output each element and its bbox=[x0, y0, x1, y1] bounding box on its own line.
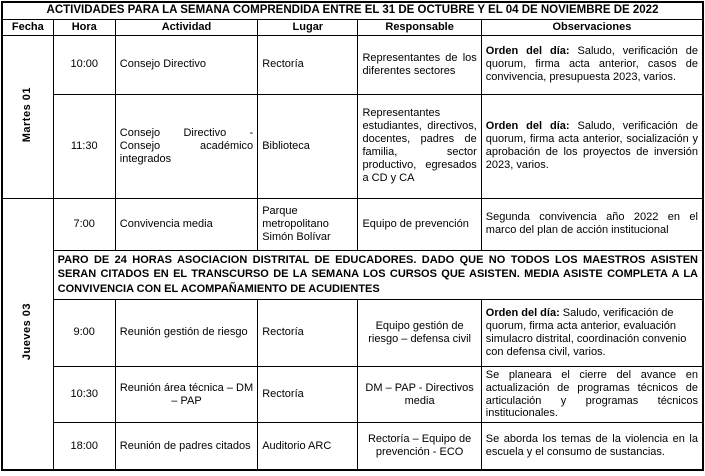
cell-observaciones bbox=[481, 35, 703, 94]
table-title: ACTIVIDADES PARA LA SEMANA COMPRENDIDA ENTRE EL 31 DE OCTUBRE Y EL 04 DE NOVIEMBRE DE 2022 bbox=[2, 2, 703, 19]
table-row bbox=[2, 35, 703, 94]
obs-bold-prefix: Orden del día: bbox=[485, 306, 560, 319]
col-header-actividad: Actividad bbox=[115, 19, 257, 35]
cell-hora: 11:30 bbox=[53, 94, 115, 198]
cell-actividad: Convivencia media bbox=[115, 198, 257, 250]
col-header-hora: Hora bbox=[53, 19, 115, 35]
cell-observaciones: Segunda convivencia año 2022 en el marco del plan de acción institucional bbox=[481, 198, 703, 250]
cell-responsable: Representantes de los diferentes sectores bbox=[358, 35, 481, 94]
cell-actividad: Consejo Directivo - Consejo académico integrados bbox=[115, 94, 257, 198]
table-row-paro-notice bbox=[2, 250, 703, 299]
cell-observaciones: Se planeara el cierre del avance en actualización de programas técnicos de articulación y programas técnicos institucionales. bbox=[481, 366, 703, 423]
cell-hora: 7:00 bbox=[53, 198, 115, 250]
cell-hora: 10:00 bbox=[53, 35, 115, 94]
cell-fecha-jueves bbox=[2, 198, 53, 470]
table-row bbox=[2, 366, 703, 423]
cell-hora: 18:00 bbox=[53, 423, 115, 470]
cell-lugar: Parque metropolitano Simón Bolívar bbox=[258, 198, 358, 250]
cell-fecha-martes bbox=[2, 35, 53, 198]
day-label-martes: Martes 01 bbox=[21, 86, 34, 143]
cell-actividad: Reunión área técnica – DM – PAP bbox=[115, 366, 257, 423]
obs-text: Saludo, verificación de quorum, firma acta anterior, socialización y aprobación de los proyectos de inversión 2023, varios. bbox=[485, 120, 698, 172]
day-label-jueves: Jueves 03 bbox=[21, 303, 34, 361]
col-header-responsable: Responsable bbox=[358, 19, 481, 35]
cell-observaciones bbox=[481, 299, 703, 366]
obs-bold-prefix: Orden del día: bbox=[485, 120, 570, 133]
cell-actividad: Reunión de padres citados bbox=[115, 423, 257, 470]
table-header-row bbox=[2, 19, 703, 35]
cell-lugar: Auditorio ARC bbox=[258, 423, 358, 470]
obs-text: Saludo, verificación de quorum, firma acta anterior, evaluación simulacro distrital, coordinación convenio con defensa civil, varios. bbox=[485, 306, 687, 358]
col-header-lugar: Lugar bbox=[258, 19, 358, 35]
cell-observaciones: Se aborda los temas de la violencia en la escuela y el consumo de sustancias. bbox=[481, 423, 703, 470]
col-header-observaciones: Observaciones bbox=[481, 19, 703, 35]
cell-actividad: Consejo Directivo bbox=[115, 35, 257, 94]
cell-lugar: Rectoría bbox=[258, 366, 358, 423]
weekly-activities-table bbox=[1, 1, 704, 471]
cell-lugar: Rectoría bbox=[258, 299, 358, 366]
table-title-row bbox=[2, 2, 703, 19]
cell-responsable: DM – PAP - Directivos media bbox=[358, 366, 481, 423]
cell-lugar: Rectoría bbox=[258, 35, 358, 94]
obs-text: Saludo, verificación de quorum, firma acta anterior, casos de convivencia, presupuesta 2023, varios. bbox=[485, 45, 698, 84]
cell-hora: 9:00 bbox=[53, 299, 115, 366]
cell-responsable: Representantes estudiantes, directivos, docentes, padres de familia, sector productivo, egresados a CD y CA bbox=[358, 94, 481, 198]
cell-responsable: Equipo de prevención bbox=[358, 198, 481, 250]
col-header-fecha: Fecha bbox=[2, 19, 53, 35]
cell-responsable: Equipo gestión de riesgo – defensa civil bbox=[358, 299, 481, 366]
cell-observaciones bbox=[481, 94, 703, 198]
obs-bold-prefix: Orden del día: bbox=[485, 45, 570, 58]
cell-lugar: Biblioteca bbox=[258, 94, 358, 198]
table-row bbox=[2, 198, 703, 250]
cell-hora: 10:30 bbox=[53, 366, 115, 423]
table-row bbox=[2, 299, 703, 366]
cell-responsable: Rectoría – Equipo de prevención - ECO bbox=[358, 423, 481, 470]
cell-actividad: Reunión gestión de riesgo bbox=[115, 299, 257, 366]
table-row bbox=[2, 423, 703, 470]
table-row bbox=[2, 94, 703, 198]
paro-notice: PARO DE 24 HORAS ASOCIACION DISTRITAL DE EDUCADORES. DADO QUE NO TODOS LOS MAESTROS ASISTEN SERAN CITADOS EN EL TRANSCURSO DE LA SEMANA LOS CURSOS QUE ASISTEN. MEDIA ASISTE COMPLETA A LA CONVIVENCIA CON EL ACOMPAÑAMIENTO DE ACUDIENTES bbox=[53, 250, 703, 299]
